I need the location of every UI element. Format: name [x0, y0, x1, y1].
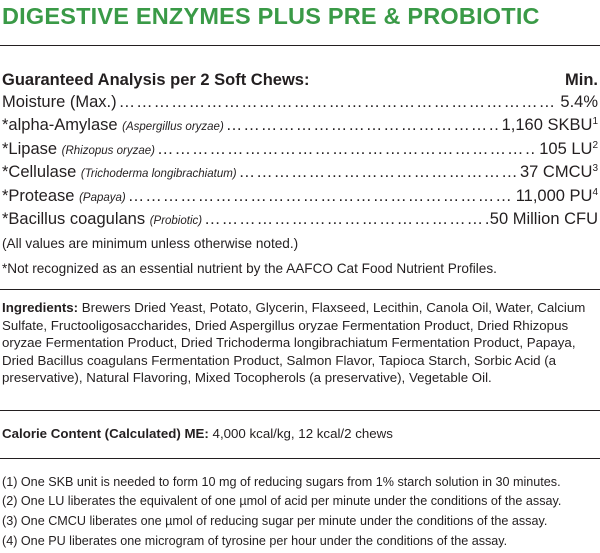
nutrient-value: 11,000 $PU^4$ [515, 187, 598, 205]
product-title: DIGESTIVE ENZYMES PLUS PRE & PROBIOTIC [2, 3, 540, 29]
nutrient-source: (Probiotic) [149, 215, 203, 227]
calorie-label: Calorie Content (Calculated) ME: [2, 426, 209, 441]
nutrient-value: 1,160 SKBU$^1$ [501, 116, 598, 134]
nutrient-label: *Lipase (Rhizopus oryzae) [2, 140, 155, 158]
analysis-heading: Guaranteed Analysis per 2 Soft Chews: [2, 71, 310, 89]
analysis-row-amylase [2, 114, 598, 138]
min-label: Min. [565, 71, 598, 89]
analysis-heading-row [2, 69, 598, 91]
nutrient-source: (Aspergillus oryzae) [122, 121, 224, 133]
leader-dots [128, 185, 514, 207]
nutrient-label: *Bacillus coagulans (Probiotic) [2, 210, 203, 228]
footnote-4: (4) One PU liberates one microgram of tyrosine per hour under the conditions of the assay. [2, 534, 508, 548]
analysis-note-minimum: (All values are minimum unless otherwise noted.) [2, 236, 299, 251]
nutrient-source: (Trichoderma longibrachiatum) [80, 168, 237, 180]
calorie-text: 4,000 kcal/kg, 12 kcal/2 chews [208, 426, 393, 441]
calorie-content [2, 425, 393, 443]
divider-top [0, 45, 600, 46]
analysis-row-bacillus [2, 208, 598, 232]
analysis-row-lipase [2, 138, 598, 162]
nutrient-value: 50 Million CFU [489, 210, 598, 228]
analysis-row-cellulase [2, 161, 598, 185]
nutrient-label: *Cellulase (Trichoderma longibrachiatum) [2, 163, 237, 181]
leader-dots [239, 161, 518, 183]
ingredients-paragraph [2, 299, 592, 387]
nutrient-label: *alpha-Amylase (Aspergillus oryzae) [2, 116, 224, 134]
nutrient-value: 37 CMCU$^3$ [520, 163, 598, 181]
ingredients-text: Brewers Dried Yeast, Potato, Glycerin, Flaxseed, Lecithin, Canola Oil, Water, Calcium Sulfate, Fructooligosaccharides, Dried Aspergillus oryzae Fermentation Product, Dried Rhizopus oryzae Fermentation Product, Dried Trichoderma longibrachiatum Fermentation Product, Papaya, Dried Bacillus coagulans Fermentation Product, Salmon Flavor, Tapioca Starch, Sorbic Acid (a preservative), Natural Flavoring, Mixed Tocopherols (a preservative), Vegetable Oil. [2, 300, 586, 386]
nutrient-label: Moisture (Max.) [2, 93, 117, 111]
analysis-row-protease [2, 185, 598, 209]
leader-dots [226, 114, 500, 136]
analysis-row-moisture [2, 91, 598, 113]
nutrient-source: (Rhizopus oryzae) [61, 145, 155, 157]
footnote-1: (1) One SKB unit is needed to form 10 mg of reducing sugars from 1% starch solution in 30 minutes. [2, 475, 561, 489]
footnote-3: (3) One CMCU liberates one µmol of reducing sugar per minute under the conditions of the assay. [2, 514, 548, 528]
nutrient-source: (Papaya) [79, 192, 126, 204]
divider-calorie [0, 458, 600, 459]
leader-dots [119, 91, 559, 113]
divider-analysis [0, 289, 600, 290]
nutrient-value: 5.4% [560, 93, 598, 111]
ingredients-label: Ingredients: [2, 300, 79, 315]
nutrient-label: *Protease (Papaya) [2, 187, 126, 205]
nutrient-value: 105 $LU^2$ [539, 140, 598, 158]
analysis-note-aafco: *Not recognized as an essential nutrient by the AAFCO Cat Food Nutrient Profiles. [2, 261, 497, 276]
footnote-2: (2) One LU liberates the equivalent of one µmol of acid per minute under the conditions of the assay. [2, 494, 562, 508]
leader-dots [157, 138, 537, 160]
divider-ingredients [0, 410, 600, 411]
leader-dots [204, 208, 488, 230]
